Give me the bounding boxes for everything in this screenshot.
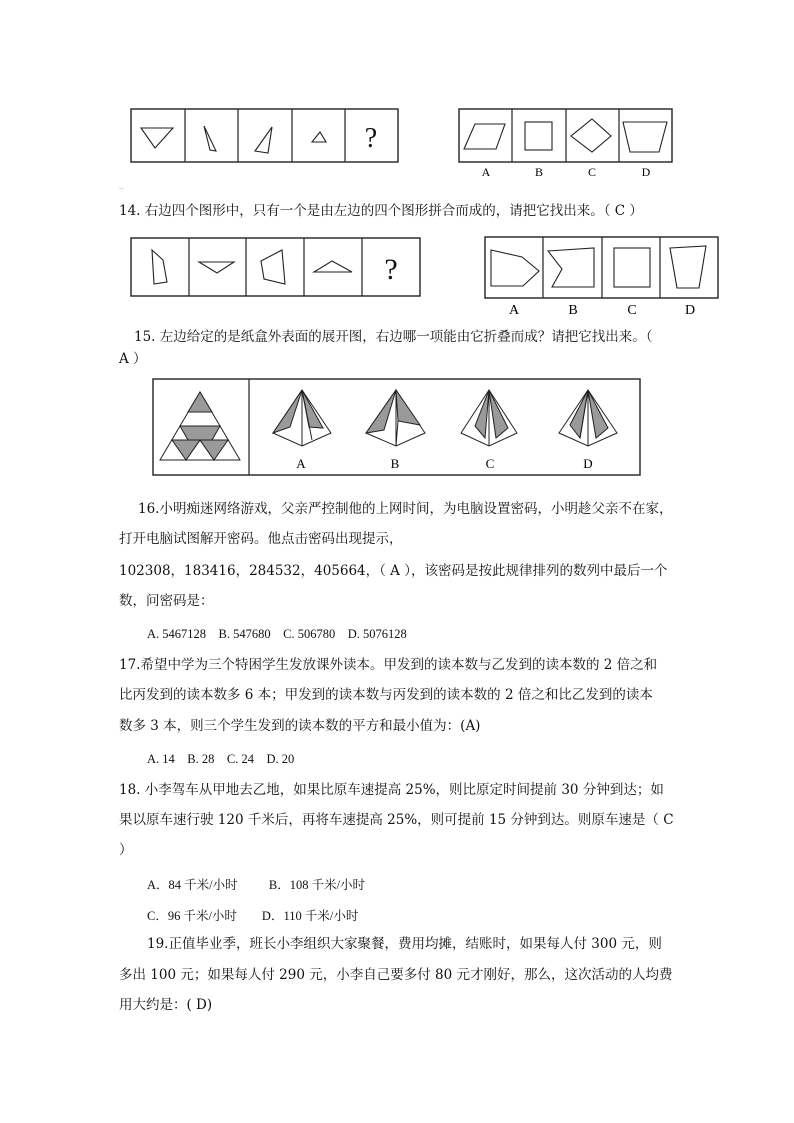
q13-options-figure — [458, 108, 674, 180]
q16-line-2: 打开电脑试图解开密码。他点击密码出现提示， — [119, 531, 403, 547]
q18-options-row-1: A．84 千米/小时 B．108 千米/小时 — [147, 878, 366, 892]
q15-option-label-b: B — [390, 456, 400, 471]
q13-option-label-d: D — [641, 165, 651, 179]
q16-line-1: 16.小明痴迷网络游戏，父亲严控制他的上网时间，为电脑设置密码，小明趁父亲不在家， — [138, 501, 673, 517]
q15-option-a-pyramid — [273, 390, 331, 446]
q16-options: A. 5467128 B. 547680 C. 506780 D. 5076128 — [147, 627, 407, 641]
q13-option-label-a: A — [481, 165, 491, 179]
q14-question-text: 14. 右边四个图形中，只有一个是由左边的四个图形拼合而成的，请把它找出来。（ C ） — [119, 203, 643, 219]
q16-line-3: 102308，183416，284532，405664，（ A ），该密码是按此规律排列的数列中最后一个 — [119, 563, 668, 579]
q18-line-3: ） — [119, 842, 133, 858]
q14-left-figure — [130, 237, 422, 299]
q17-line-1: 17.希望中学为三个特困学生发放课外读本。甲发到的读本数与乙发到的读本数的 2 倍之和 — [119, 657, 658, 673]
q14-shape-2 — [199, 262, 234, 273]
q13-left-figure — [130, 108, 400, 164]
q14-shape-4 — [314, 261, 352, 272]
q13-option-a-parallelogram — [464, 124, 505, 149]
q13-option-label-b: B — [534, 165, 544, 179]
q15-option-b-pyramid — [366, 390, 425, 446]
q13-option-b-square — [525, 122, 552, 150]
q14-option-a-shape — [491, 250, 539, 286]
q15-option-label-d: D — [583, 456, 593, 471]
q15-net — [160, 392, 240, 460]
q16-line-4: 数，问密码是： — [119, 593, 214, 609]
q17-line-3: 数多 3 本，则三个学生发到的读本数的平方和最小值为：(A) — [119, 718, 481, 734]
q14-options-figure — [484, 236, 720, 318]
q19-line-2: 多出 100 元；如果每人付 290 元，小李自己要多付 80 元才刚好，那么，这次活动的人均费 — [119, 967, 673, 983]
stray-mark: .. — [119, 183, 124, 191]
q13-shape-4 — [312, 132, 326, 142]
q15-question-line-2: A ） — [119, 351, 147, 367]
q14-option-c-square — [614, 248, 650, 287]
q19-line-3: 用大约是：( D) — [119, 997, 213, 1013]
q14-option-label-d: D — [684, 303, 696, 318]
q17-line-2: 比丙发到的读本数多 6 本；甲发到的读本数与丙发到的读本数的 2 倍之和比乙发到的读本 — [119, 687, 653, 703]
q15-option-label-c: C — [485, 456, 495, 471]
q18-options-row-2: C．96 千米/小时 D．110 千米/小时 — [147, 909, 359, 923]
q15-option-d-pyramid — [559, 390, 617, 446]
q15-question-line-1: 15. 左边给定的是纸盒外表面的展开图，右边哪一项能由它折叠而成？请把它找出来。（ — [134, 329, 653, 345]
q13-shape-2 — [204, 126, 216, 151]
q13-shape-1 — [141, 128, 173, 148]
q18-line-2: 果以原车速行驶 120 千米后，再将车速提高 25%，则可提前 15 分钟到达。则原车速是（ C — [119, 812, 674, 828]
q18-line-1: 18. 小李驾车从甲地去乙地，如果比原车速提高 25%，则比原定时间提前 30 分钟到达；如 — [119, 782, 664, 798]
q15-figure — [152, 378, 642, 478]
q14-option-label-a: A — [508, 303, 520, 318]
q13-option-label-c: C — [587, 165, 597, 179]
q13-option-c-rhombus — [571, 119, 611, 152]
q15-option-label-a: A — [296, 456, 306, 471]
q14-shape-3 — [261, 250, 285, 284]
q14-option-b-shape — [548, 248, 594, 287]
q14-option-label-b: B — [568, 303, 578, 318]
q14-option-d-shape — [670, 246, 706, 288]
q14-option-label-c: C — [627, 303, 637, 318]
q14-shape-1 — [152, 250, 167, 284]
q14-question-mark: ? — [384, 253, 398, 286]
q13-option-d-trapezoid — [623, 122, 667, 152]
q17-options: A. 14 B. 28 C. 24 D. 20 — [147, 752, 295, 766]
q15-option-c-pyramid — [461, 390, 517, 446]
q13-shape-3 — [255, 127, 272, 153]
q19-line-1: 19.正值毕业季，班长小李组织大家聚餐，费用均摊，结账时，如果每人付 300 元，则 — [147, 936, 662, 952]
q13-question-mark: ? — [364, 123, 378, 154]
